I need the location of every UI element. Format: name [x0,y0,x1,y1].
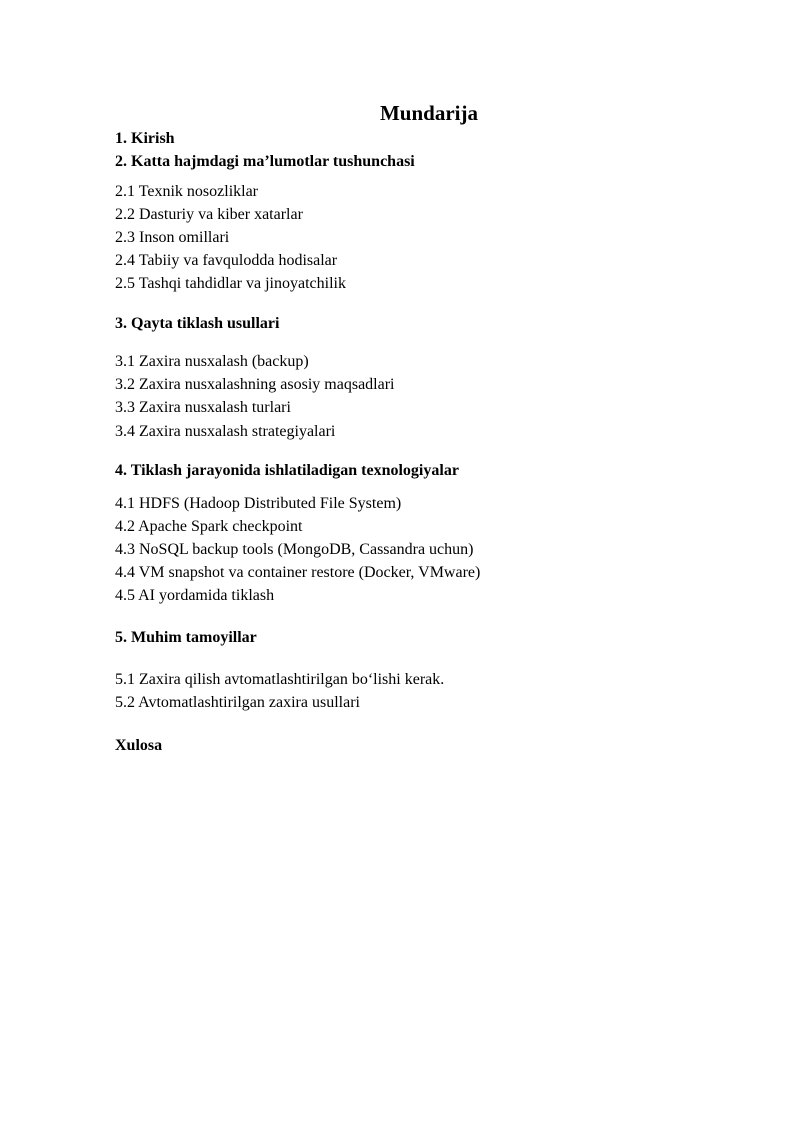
toc-heading-xulosa: Xulosa [115,737,163,754]
toc-item-4-3: 4.3 NoSQL backup tools (MongoDB, Cassandra uchun) [115,541,474,558]
toc-item-2-1: 2.1 Texnik nosozliklar [115,183,259,200]
toc-item-2-4: 2.4 Tabiiy va favqulodda hodisalar [115,252,338,269]
toc-heading-section-2: 2. Katta hajmdagi ma’lumotlar tushunchasi [115,153,415,170]
toc-item-3-3: 3.3 Zaxira nusxalash turlari [115,399,291,416]
toc-item-5-2: 5.2 Avtomatlashtirilgan zaxira usullari [115,694,360,711]
toc-title: Mundarija [379,101,478,125]
toc-heading-section-4: 4. Tiklash jarayonida ishlatiladigan texnologiyalar [115,462,459,479]
toc-item-4-2: 4.2 Apache Spark checkpoint [115,518,303,535]
toc-heading-section-5: 5. Muhim tamoyillar [115,629,257,646]
toc-item-5-1: 5.1 Zaxira qilish avtomatlashtirilgan bo‘lishi kerak. [115,671,445,688]
toc-item-4-4: 4.4 VM snapshot va container restore (Docker, VMware) [115,564,481,581]
toc-item-3-2: 3.2 Zaxira nusxalashning asosiy maqsadlari [115,376,395,393]
toc-item-2-3: 2.3 Inson omillari [115,229,230,246]
toc-item-2-2: 2.2 Dasturiy va kiber xatarlar [115,206,303,223]
toc-heading-kirish: 1. Kirish [115,130,175,147]
toc-item-3-1: 3.1 Zaxira nusxalash (backup) [115,353,309,370]
toc-item-4-5: 4.5 AI yordamida tiklash [115,587,275,604]
toc-item-3-4: 3.4 Zaxira nusxalash strategiyalari [115,423,336,440]
toc-item-2-5: 2.5 Tashqi tahdidlar va jinoyatchilik [115,275,346,292]
toc-item-4-1: 4.1 HDFS (Hadoop Distributed File System) [115,495,402,512]
toc-heading-section-3: 3. Qayta tiklash usullari [115,315,280,332]
